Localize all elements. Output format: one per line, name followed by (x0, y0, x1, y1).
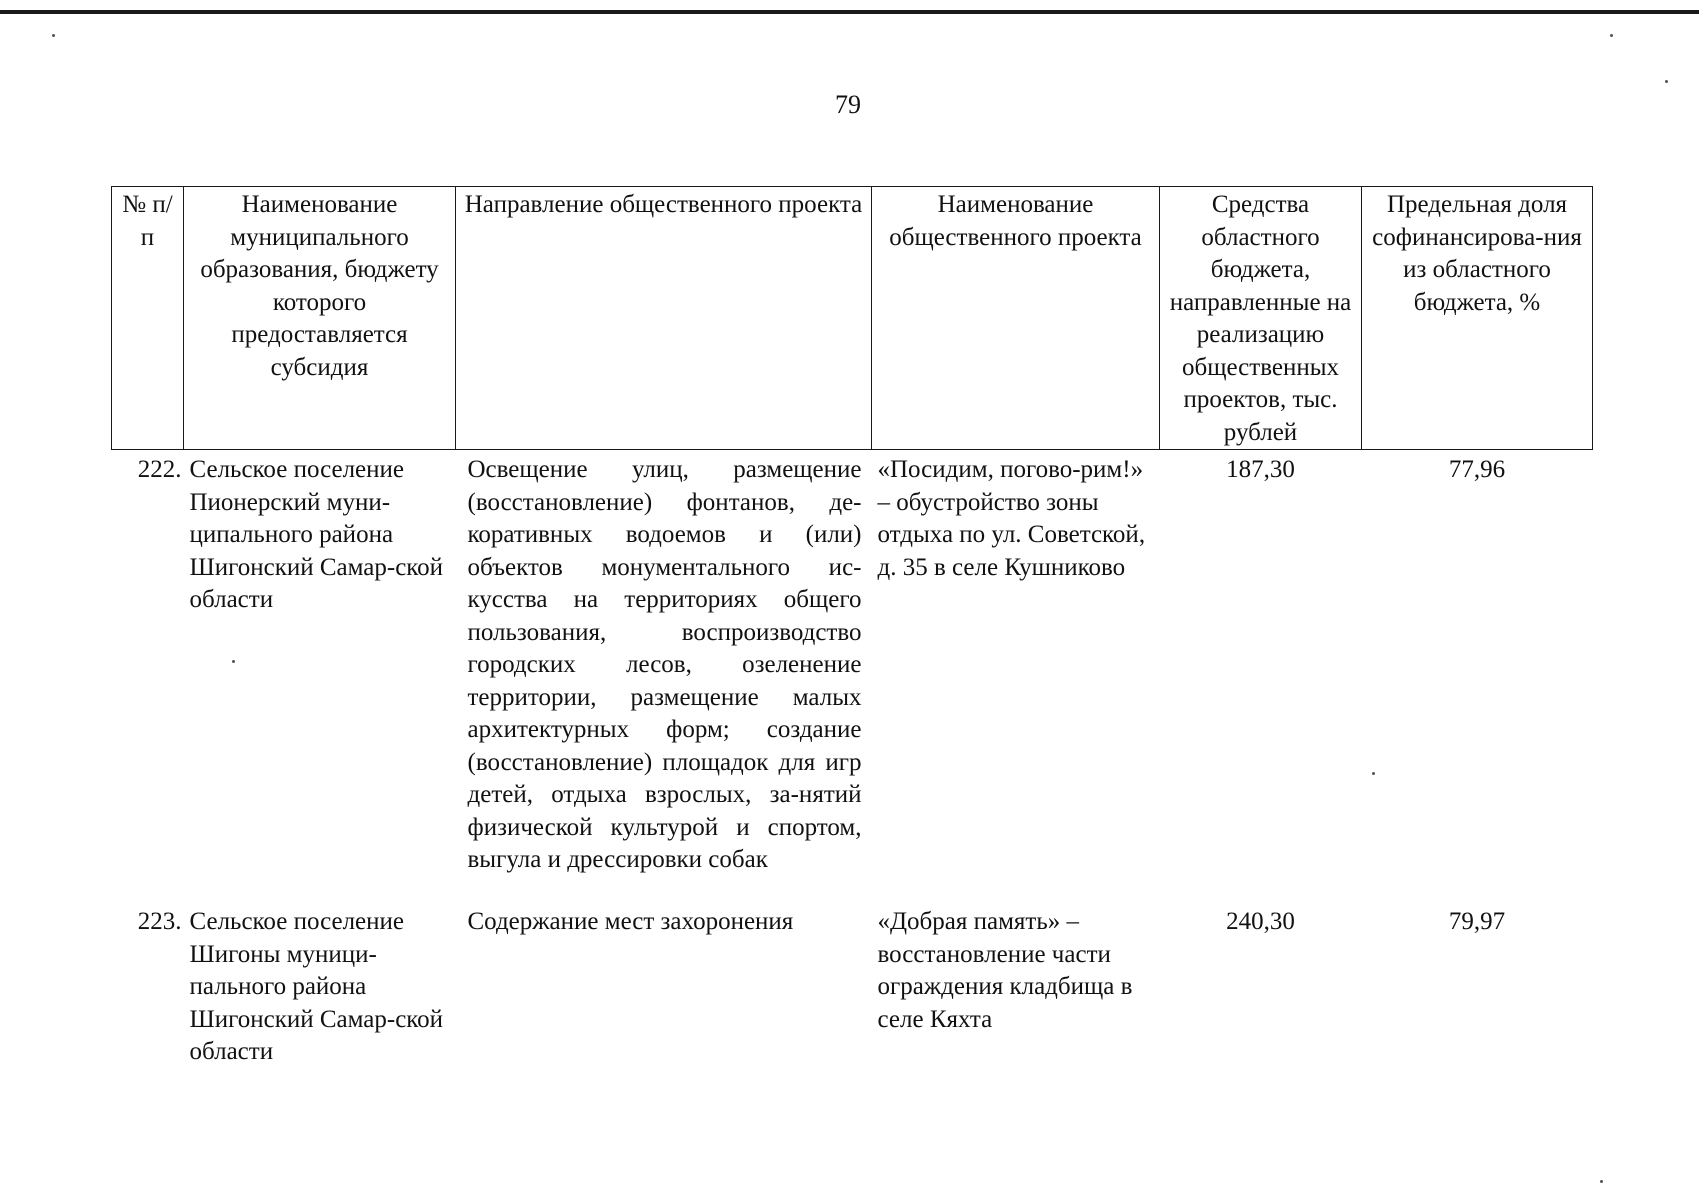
table-body (112, 450, 1593, 1069)
scan-speck (1372, 772, 1375, 775)
subsidy-table (111, 186, 1593, 1069)
share-cell: 79,97 (1448, 908, 1506, 935)
municipality-cell: Сельское поселение Шигоны муници-пального района Шигонский Самар-ской области (189, 908, 444, 1065)
project-cell: «Добрая память» – восстановление части ограждения кладбища в селе Кяхта (877, 908, 1133, 1033)
header-row (112, 187, 1593, 450)
row-number: 222. (137, 456, 182, 483)
table-header (112, 187, 1593, 450)
header-num: № п/п (112, 187, 184, 450)
table-row (112, 906, 1593, 1069)
direction-cell: Освещение улиц, размещение (восстановление) фонтанов, де-коративных водоемов и (или) объектов монументального ис-кусства на территориях общего пользования, воспроизводство городских лесов, озеленение территории, размещение малых архитектурных форм; создание (восстановление) площадок для игр детей, отдыха взрослых, за-нятий физической культурой и спортом, выгула и дрессировки собак (467, 456, 862, 873)
amount-cell: 240,30 (1226, 908, 1295, 935)
amount-cell: 187,30 (1226, 456, 1295, 483)
project-cell: «Посидим, погово-рим!» – обустройство зоны отдыха по ул. Советской, д. 35 в селе Кушниково (877, 456, 1146, 581)
header-municipality: Наименование муниципального образования, бюджету которого предоставляется субсидия (184, 187, 456, 450)
table-row (112, 450, 1593, 907)
header-direction: Направление общественного проекта (456, 187, 872, 450)
header-project: Наименование общественного проекта (872, 187, 1160, 450)
page-number: 79 (835, 90, 861, 119)
share-cell: 77,96 (1448, 456, 1506, 483)
scan-speck (52, 34, 55, 37)
direction-cell: Содержание мест захоронения (467, 908, 794, 935)
row-number: 223. (137, 908, 182, 935)
top-border-line (0, 10, 1699, 14)
scan-speck (1610, 34, 1613, 37)
scan-speck (1665, 80, 1668, 83)
scan-speck (1600, 1180, 1603, 1183)
header-amount: Средства областного бюджета, направленные на реализацию общественных проектов, тыс. рублей (1160, 187, 1362, 450)
municipality-cell: Сельское поселение Пионерский муни-ципального района Шигонский Самар-ской области (189, 456, 444, 613)
scan-speck (232, 660, 235, 663)
header-share: Предельная доля софинансирова-ния из областного бюджета, % (1362, 187, 1593, 450)
